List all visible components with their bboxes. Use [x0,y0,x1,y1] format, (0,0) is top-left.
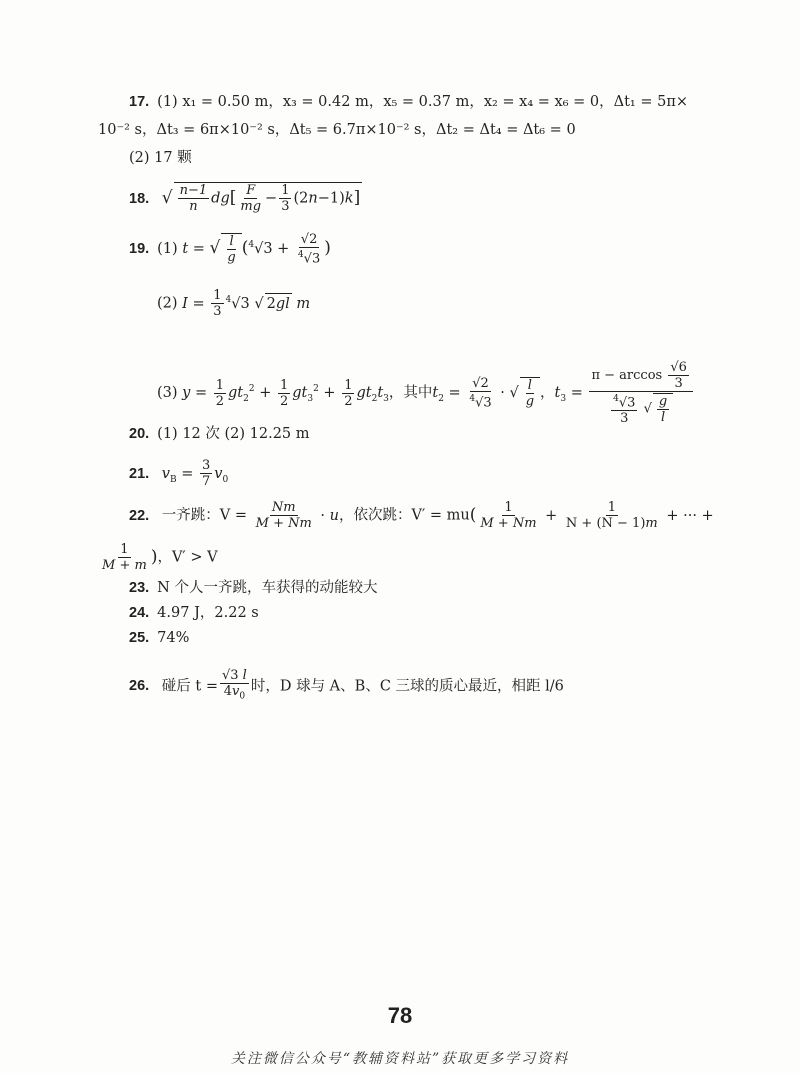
item-26-text2: 时，D 球与 A、B、C 三球的质心最近，相距 l/6 [250,678,564,695]
item-23-number: 23. [129,580,150,596]
item-24-number: 24. [129,605,150,621]
formula-19-2: I = $\frac{1}{3}$ $^4$√3 √ 2gl m [182,288,311,319]
item-17-number: 17. [129,94,150,110]
item-17-line2: 10⁻² s，Δt₃ = 6π×10⁻² s，Δt₅ = 6.7π×10⁻² s，Δt₂ = Δt₄ = Δt₆ = 0 [98,122,576,138]
item-22-line2 [98,542,218,573]
item-19-part3-sep: ， [540,385,555,402]
item-25 [129,628,189,648]
formula-18: √ $\frac{n-1}{n}$ dg[ $\frac{F}{mg}$ − $\frac{1}{3}$ (2n−1)k] [161,183,361,214]
item-22-text1: 一齐跳：V = [161,507,248,524]
item-22-number: 22. [129,507,150,524]
item-23 [129,578,377,598]
item-19-part2 [157,288,310,319]
item-19-part3-text: ，其中 [388,385,433,402]
item-22-text2: 依次跳：V′ = mu [353,507,470,524]
item-21-number: 21. [129,465,150,482]
formula-22a: $\frac{Nm}{M + Nm}$ · u， [255,500,354,531]
item-24 [129,603,259,623]
item-17-line1 [129,92,688,112]
formula-21: $v_B$ = $\frac{3}{7}$ $v_0$ [161,458,229,489]
item-18 [129,182,362,214]
item-25-text: 74% [157,630,190,646]
item-26 [129,668,564,705]
item-17-part2: (2) 17 颗 [129,150,192,166]
item-22-line1 [129,500,714,531]
formula-19-3a: y = $\frac{1}{2}$ $gt_2^2$ + $\frac{1}{2}$ $gt_3^2$ + $\frac{1}{2}$ $gt_2t_3$ [182,377,389,409]
formula-19-3b: $t_2$ = $\frac{√2}{^4√3}$ · √ $\frac{l}{g}$ [432,385,540,401]
item-19-part3 [157,360,695,426]
item-23-text: N 个人一齐跳，车获得的动能较大 [157,580,378,596]
item-20-number: 20. [129,426,150,442]
formula-22c: $\frac{1}{M + m}$ ) [102,542,158,573]
item-18-number: 18. [129,190,150,207]
item-26-text1: 碰后 t = [161,678,218,695]
item-17-part1: (1) x₁ = 0.50 m，x₃ = 0.42 m，x₅ = 0.37 m，x₂ = x₄ = x₆ = 0，Δt₁ = 5π× [157,94,689,110]
item-19-part2-label: (2) [157,295,178,312]
item-25-number: 25. [129,630,150,646]
item-19-number: 19. [129,241,150,258]
item-26-number: 26. [129,678,150,695]
footer-note: 关注微信公众号“教辅资料站”获取更多学习资料 [230,1051,570,1067]
formula-26: $\frac{√3 l}{4v_0}$ [221,668,247,702]
formula-19-1: t = √ $\frac{l}{g}$ ($^4$√3 + $\frac{√2}{^4√3}$ ) [182,232,331,267]
page-number: 78 [387,1003,413,1028]
item-20 [129,424,310,444]
item-22-text3: ，V′ > V [157,549,218,566]
item-24-text: 4.97 J，2.22 s [157,605,259,621]
item-21 [129,458,228,489]
item-19-part1 [129,232,331,266]
item-19-part1-label: (1) [157,241,178,258]
item-20-text: (1) 12 次 (2) 12.25 m [157,426,310,442]
item-19-part3-label: (3) [157,385,178,402]
formula-19-3c: $t_3$ = π − arccos $\frac{√6}{3}$ $\frac{^4√3}{3}$ √ $\frac{g}{l}$ [555,385,695,401]
formula-22b: ( $\frac{1}{M + Nm}$ + $\frac{1}{N + (N - 1)m}$ + ··· + [469,500,714,531]
